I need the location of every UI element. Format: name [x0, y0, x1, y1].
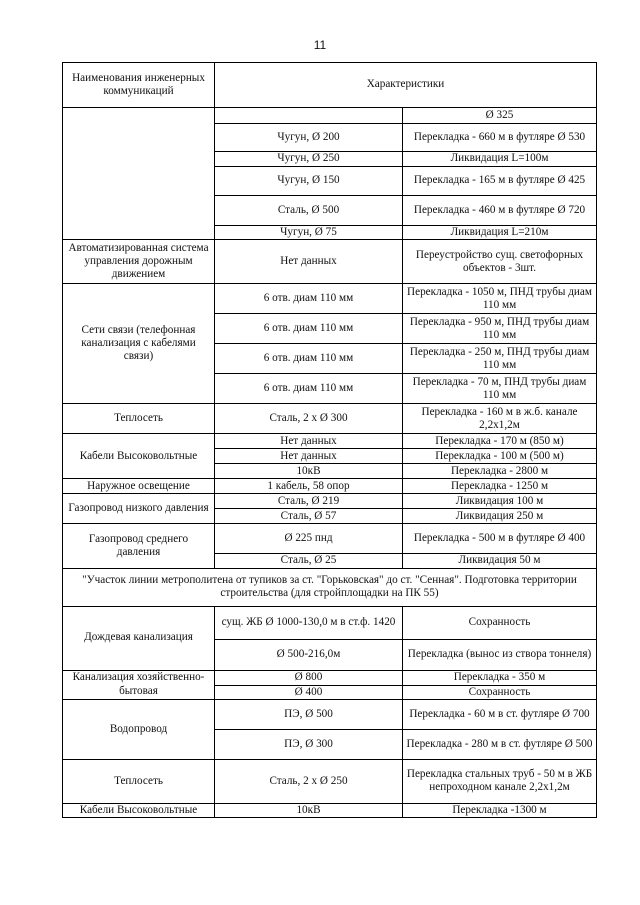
action-cell: Перекладка - 1250 м — [403, 479, 597, 494]
action-cell: Сохранность — [403, 606, 597, 639]
utilities-table — [62, 62, 597, 818]
char-cell: ПЭ, Ø 300 — [215, 729, 403, 759]
char-cell: Сталь, 2 х Ø 250 — [215, 759, 403, 803]
table-row — [63, 404, 597, 434]
name-cell: Водопровод — [63, 699, 215, 759]
table-row — [63, 699, 597, 729]
name-cell: Теплосеть — [63, 759, 215, 803]
section-row — [63, 568, 597, 606]
action-cell: Перекладка - 280 м в ст. футляре Ø 500 — [403, 729, 597, 759]
table-row — [63, 606, 597, 639]
name-cell: Кабели Высоковольтные — [63, 803, 215, 817]
table-row — [63, 759, 597, 803]
name-cell: Автоматизированная система управления дорожным движением — [63, 240, 215, 284]
action-cell: Перекладка - 170 м (850 м) — [403, 434, 597, 449]
action-cell: Ликвидация L=100м — [403, 152, 597, 167]
action-cell: Перекладка (вынос из створа тоннеля) — [403, 639, 597, 670]
name-cell-empty — [63, 108, 215, 240]
char-cell: Сталь, Ø 25 — [215, 554, 403, 568]
page-number: 11 — [313, 38, 327, 52]
section-title-cell: "Участок линии метрополитена от тупиков за ст. "Горьковская" до ст. "Сенная". Подготовка территории строительства (для стройплощадки на ПК 55) — [63, 568, 597, 606]
name-cell: Наружное освещение — [63, 479, 215, 494]
char-cell: Нет данных — [215, 449, 403, 464]
name-cell: Кабели Высоковольтные — [63, 434, 215, 479]
table-row — [63, 670, 597, 685]
char-cell: Нет данных — [215, 434, 403, 449]
name-cell: Сети связи (телефонная канализация с кабелями связи) — [63, 284, 215, 404]
name-cell: Газопровод низкого давления — [63, 494, 215, 524]
action-cell: Перекладка - 165 м в футляре Ø 425 — [403, 167, 597, 196]
action-cell: Перекладка - 250 м, ПНД трубы диам 110 мм — [403, 344, 597, 374]
char-cell: Сталь, Ø 57 — [215, 509, 403, 524]
char-cell: сущ. ЖБ Ø 1000-130,0 м в ст.ф. 1420 — [215, 606, 403, 639]
action-cell: Перекладка -1300 м — [403, 803, 597, 817]
action-cell: Перекладка - 660 м в футляре Ø 530 — [403, 124, 597, 152]
char-cell: Ø 400 — [215, 685, 403, 699]
table-row — [63, 494, 597, 509]
char-cell: 6 отв. диам 110 мм — [215, 374, 403, 404]
table-row — [63, 108, 597, 124]
char-cell: Сталь, Ø 500 — [215, 196, 403, 226]
table-row — [63, 284, 597, 314]
action-cell: Перекладка - 160 м в ж.б. канале 2,2х1,2м — [403, 404, 597, 434]
action-cell: Перекладка - 100 м (500 м) — [403, 449, 597, 464]
char-cell: 1 кабель, 58 опор — [215, 479, 403, 494]
action-cell: Перекладка - 2800 м — [403, 464, 597, 479]
table-row — [63, 240, 597, 284]
action-cell: Ликвидация 50 м — [403, 554, 597, 568]
action-cell: Перекладка - 950 м, ПНД трубы диам 110 мм — [403, 314, 597, 344]
table-row — [63, 479, 597, 494]
action-cell: Перекладка - 60 м в ст. футляре Ø 700 — [403, 699, 597, 729]
char-cell: Ø 500-216,0м — [215, 639, 403, 670]
header-name-cell: Наименования инженерных коммуникаций — [63, 63, 215, 108]
header-characteristics-cell: Характеристики — [215, 63, 597, 108]
char-cell: Сталь, Ø 219 — [215, 494, 403, 509]
char-cell: ПЭ, Ø 500 — [215, 699, 403, 729]
name-cell: Теплосеть — [63, 404, 215, 434]
char-cell: 10кВ — [215, 464, 403, 479]
char-cell: 6 отв. диам 110 мм — [215, 344, 403, 374]
char-cell: 6 отв. диам 110 мм — [215, 314, 403, 344]
table-row — [63, 434, 597, 449]
name-cell: Дождевая канализация — [63, 606, 215, 670]
action-cell: Переустройство сущ. светофорных объектов - 3шт. — [403, 240, 597, 284]
char-cell: Чугун, Ø 250 — [215, 152, 403, 167]
action-cell: Перекладка - 460 м в футляре Ø 720 — [403, 196, 597, 226]
table-row — [63, 524, 597, 554]
name-cell: Канализация хозяйственно-бытовая — [63, 670, 215, 699]
char-cell: Чугун, Ø 150 — [215, 167, 403, 196]
action-cell: Перекладка - 1050 м, ПНД трубы диам 110 мм — [403, 284, 597, 314]
char-cell: Нет данных — [215, 240, 403, 284]
table-header-row — [63, 63, 597, 108]
action-cell: Ø 325 — [403, 108, 597, 124]
char-cell: Ø 800 — [215, 670, 403, 685]
action-cell: Перекладка - 500 м в футляре Ø 400 — [403, 524, 597, 554]
char-cell: Ø 225 пнд — [215, 524, 403, 554]
action-cell: Сохранность — [403, 685, 597, 699]
char-cell: 10кВ — [215, 803, 403, 817]
char-cell: Сталь, 2 х Ø 300 — [215, 404, 403, 434]
action-cell: Ликвидация 250 м — [403, 509, 597, 524]
name-cell: Газопровод среднего давления — [63, 524, 215, 568]
action-cell: Ликвидация L=210м — [403, 226, 597, 240]
char-cell: Чугун, Ø 75 — [215, 226, 403, 240]
action-cell: Ликвидация 100 м — [403, 494, 597, 509]
action-cell: Перекладка - 70 м, ПНД трубы диам 110 мм — [403, 374, 597, 404]
action-cell: Перекладка стальных труб - 50 м в ЖБ непроходном канале 2,2х1,2м — [403, 759, 597, 803]
char-cell: Чугун, Ø 200 — [215, 124, 403, 152]
action-cell: Перекладка - 350 м — [403, 670, 597, 685]
char-cell: 6 отв. диам 110 мм — [215, 284, 403, 314]
char-cell-empty — [215, 108, 403, 124]
table-row — [63, 803, 597, 817]
